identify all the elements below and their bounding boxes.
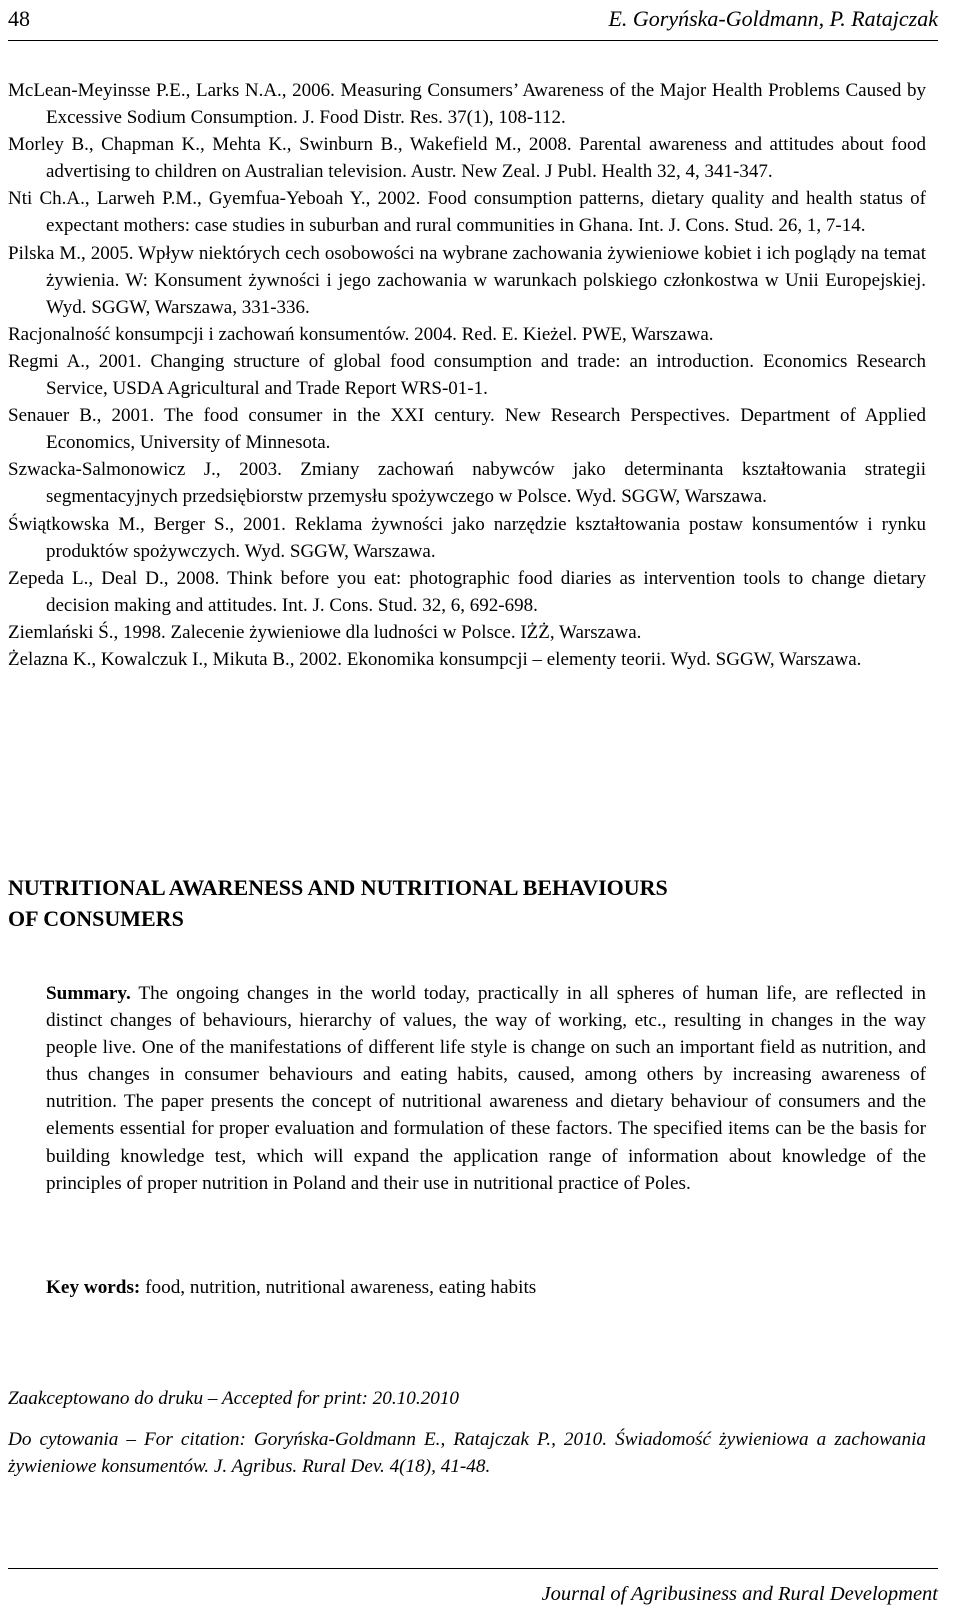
keywords-text: food, nutrition, nutritional awareness, eating habits <box>140 1277 537 1298</box>
page-header <box>8 4 938 34</box>
english-title-line: OF CONSUMERS <box>8 906 184 931</box>
reference-item: Szwacka-Salmonowicz J., 2003. Zmiany zachowań nabywców jako determinanta kształtowania strategii segmentacyjnych przedsiębiorstw przemysłu spożywczego w Polsce. Wyd. SGGW, Warszawa. <box>8 459 926 508</box>
summary-label: Summary. <box>46 983 131 1004</box>
reference-item: Nti Ch.A., Larweh P.M., Gyemfua-Yeboah Y., 2002. Food consumption patterns, dietary quality and health status of expectant mothers: case studies in suburban and rural communities in Ghana. Int. J. Cons. Stud. 26, 1, 7-14. <box>8 188 926 237</box>
reference-item: Morley B., Chapman K., Mehta K., Swinburn B., Wakefield M., 2008. Parental awareness and attitudes about food advertising to children on Australian television. Austr. New Zeal. J Publ. Health 32, 4, 341-347. <box>8 134 926 183</box>
reference-item: Ziemlański Ś., 1998. Zalecenie żywieniowe dla ludności w Polsce. IŻŻ, Warszawa. <box>8 621 642 643</box>
footer-rule <box>8 1568 938 1569</box>
reference-item: Regmi A., 2001. Changing structure of global food consumption and trade: an introduction. Economics Research Service, USDA Agricultural and Trade Report WRS-01-1. <box>8 350 926 400</box>
reference-item: Senauer B., 2001. The food consumer in the XXI century. New Research Perspectives. Department of Applied Economics, University of Minnesota. <box>8 405 926 454</box>
reference-item: Świątkowska M., Berger S., 2001. Reklama żywności jako narzędzie kształtowania postaw konsumentów i rynku produktów spożywczych. Wyd. SGGW, Warszawa. <box>8 513 926 562</box>
reference-item: Zepeda L., Deal D., 2008. Think before you eat: photographic food diaries as intervention tools to change dietary decision making and attitudes. Int. J. Cons. Stud. 32, 6, 692-698. <box>8 567 926 616</box>
footer-journal-name: Journal of Agribusiness and Rural Development <box>541 1583 938 1605</box>
english-title-line: NUTRITIONAL AWARENESS AND NUTRITIONAL BEHAVIOURS <box>8 875 668 900</box>
reference-item: Pilska M., 2005. Wpływ niektórych cech osobowości na wybrane zachowania żywieniowe kobiet i ich poglądy na temat żywienia. W: Konsument żywności i jego zachowania w warunkach polskiego członkostwa w Unii Europejskiej. Wyd. SGGW, Warszawa, 331-336. <box>8 242 926 318</box>
keywords-line <box>46 1274 926 1301</box>
reference-list <box>8 77 926 673</box>
header-rule <box>8 40 938 41</box>
reference-item: Żelazna K., Kowalczuk I., Mikuta B., 2002. Ekonomika konsumpcji – elementy teorii. Wyd. SGGW, Warszawa. <box>8 648 862 670</box>
summary-paragraph <box>46 980 926 1197</box>
citation: Do cytowania – For citation: Goryńska-Goldmann E., Ratajczak P., 2010. Świadomość żywieniowa a zachowania żywieniowe konsumentów. J. Agribus. Rural Dev. 4(18), 41-48. <box>8 1429 926 1478</box>
reference-item: McLean-Meyinsse P.E., Larks N.A., 2006. Measuring Consumers’ Awareness of the Major Health Problems Caused by Excessive Sodium Consumption. J. Food Distr. Res. 37(1), 108-112. <box>8 80 926 129</box>
reference-item: Racjonalność konsumpcji i zachowań konsumentów. 2004. Red. E. Kieżel. PWE, Warszawa. <box>8 323 714 345</box>
accepted-date: Zaakceptowano do druku – Accepted for print: 20.10.2010 <box>8 1388 460 1409</box>
summary-text: The ongoing changes in the world today, practically in all spheres of human life, are reflected in distinct changes of behaviours, hierarchy of values, the way of working, etc., resulting in changes in the way people live. One of the manifestations of different life style is change on such an important field as nutrition, and thus changes in consumer behaviours and eating habits, caused, among others by increasing awareness of nutrition. The paper presents the concept of nutritional awareness and dietary behaviour of consumers and the elements essential for proper evaluation and formulation of these factors. The specified items can be the basis for building knowledge test, which will expand the application range of information about knowledge of the principles of proper nutrition in Poland and their use in nutritional practice of Poles. <box>46 983 926 1194</box>
english-title <box>8 872 926 934</box>
page-number: 48 <box>8 6 30 31</box>
running-head: E. Goryńska-Goldmann, P. Ratajczak <box>608 6 938 31</box>
keywords-label: Key words: <box>46 1277 141 1298</box>
